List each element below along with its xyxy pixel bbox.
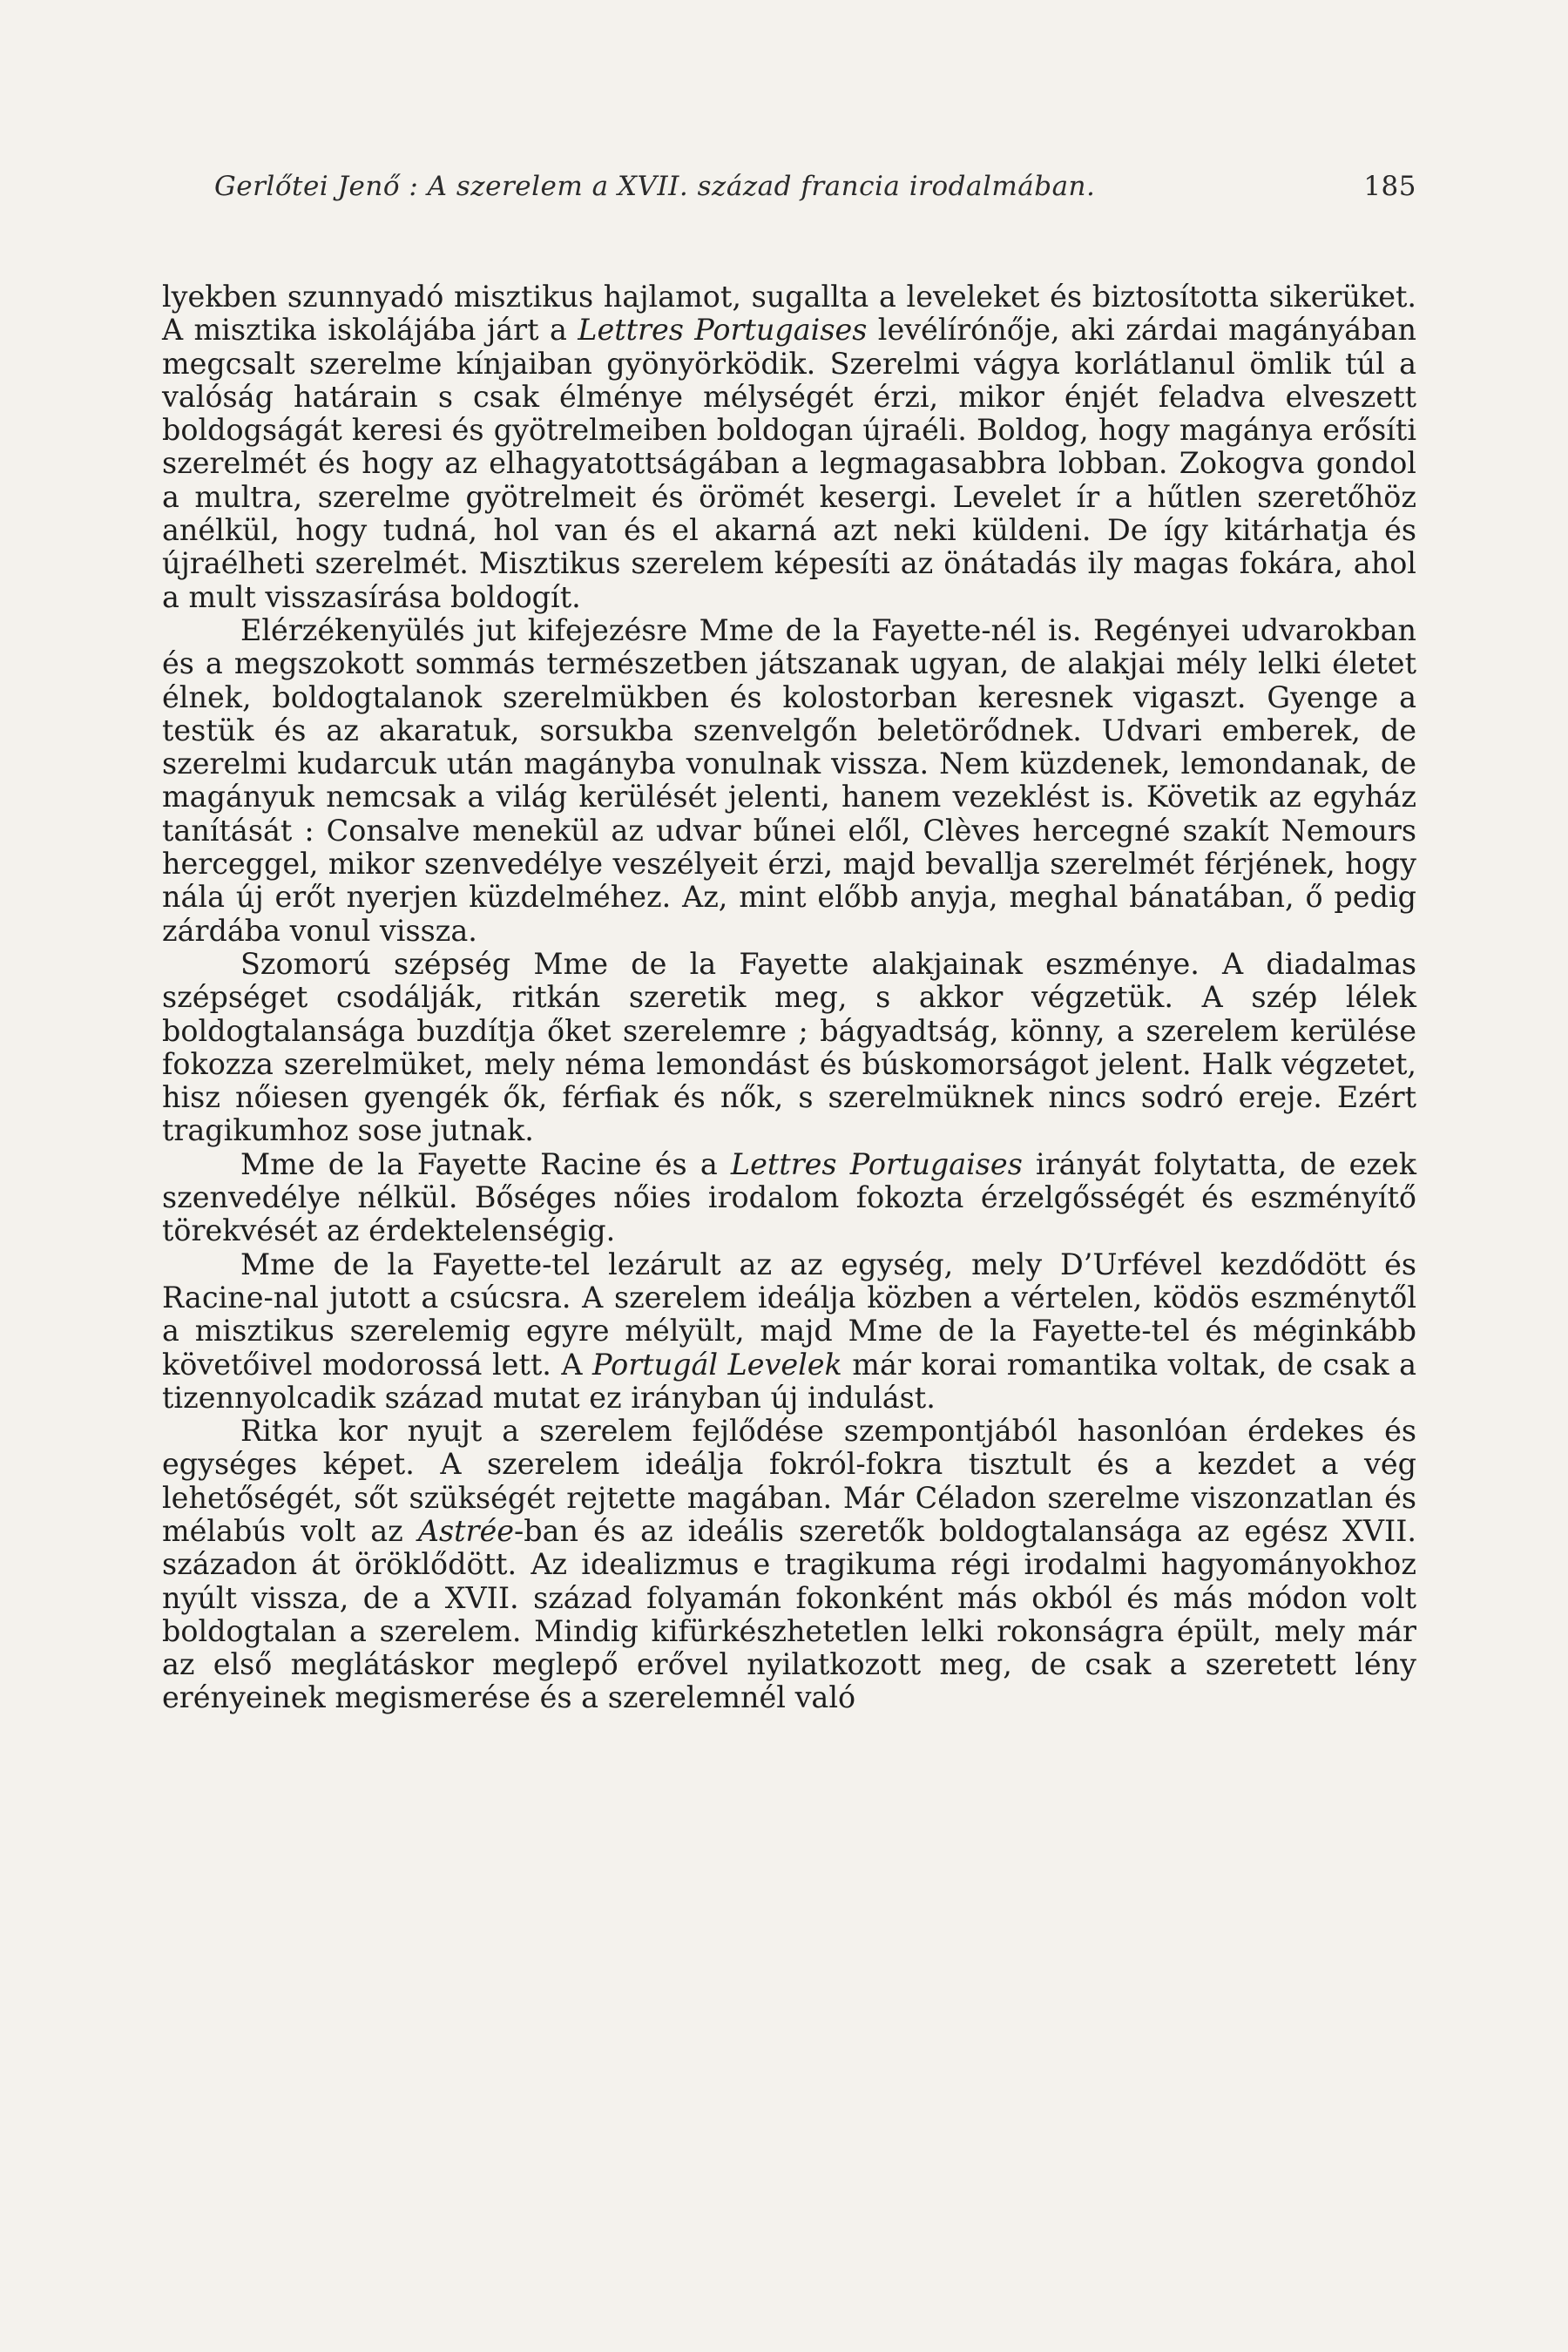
paragraph-1-text-b: levélírónője, aki zárdai magányában megcsalt szerelme kínjaiban gyönyörködik. Szerelmi vágya korlátlanul ömlik túl a valóság határain s csak élménye mélységét érzi, mikor énjét feladva elveszett boldogságát keresi és gyötrelmeiben boldogan újraéli. Boldog, hogy magánya erősíti szerelmét és hogy az elhagyatottságában a legmagasabbra lobban. Zokogva gondol a multra, szerelme gyötrelmeit és örömét kesergi. Levelet ír a hűtlen szeretőhöz anélkül, hogy tudná, hol van és el akarná azt neki küldeni. De így kitárhatja és újraélheti szerelmét. Misztikus szerelem képesíti az önátadás ily magas fokára, ahol a mult visszasírása boldogít.	[162, 313, 1416, 614]
paragraph-6	[162, 1415, 1416, 1715]
page-header	[162, 171, 1416, 214]
running-title: Gerlőtei Jenő : A szerelem a XVII. század francia irodalmában.	[214, 171, 1096, 202]
page-number: 185	[1363, 171, 1416, 202]
paragraph-1	[162, 280, 1416, 614]
paragraph-5-text-a: Mme de la Fayette-tel lezárult az az egység, mely D’Urfével kezdődött és Racine-nal jutott a csúcsra. A szerelem ideálja közben a vértelen, ködös eszménytől a misztikus szerelemig egyre mélyült, majd Mme de la Fayette-tel és méginkább követőivel modorossá lett. A	[162, 1247, 1416, 1382]
paragraph-4	[162, 1148, 1416, 1248]
paragraph-6-italic-title: Astrée	[417, 1513, 514, 1548]
paragraph-6-text-a: Ritka kor nyujt a szerelem fejlődése szempontjából hasonlóan érdekes és egységes képet. A szerelem ideálja fokról-fokra tisztult és a kezdet a vég lehetőségét, sőt szükségét rejtette magában. Már Céladon szerelme viszonzatlan és mélabús volt az	[162, 1414, 1416, 1548]
body-text	[162, 280, 1416, 1715]
paragraph-5	[162, 1248, 1416, 1415]
paragraph-3: Szomorú szépség Mme de la Fayette alakjainak eszménye. A diadalmas szépséget csodálják, ritkán szeretik meg, s akkor végzetük. A szép lélek boldogtalansága buzdítja őket szerelemre ; bágyadtság, könny, a szerelem kerülése fokozza szerelmüket, mely néma lemondást és búskomorságot jelent. Halk végzetet, hisz nőiesen gyengék ők, férfiak és nők, s szerelmüknek nincs sodró ereje. Ezért tragikumhoz sose jutnak.	[162, 946, 1416, 1148]
paragraph-4-text-b: irányát folytatta, de ezek szenvedélye nélkül. Bőséges nőies irodalom fokozta érzelgősségét és eszményítő törekvését az érdektelenségig.	[162, 1146, 1416, 1248]
paragraph-6-text-b: -ban és az ideális szeretők boldogtalansága az egész XVII. századon át öröklődött. Az idealizmus e tragikuma régi irodalmi hagyományokhoz nyúlt vissza, de a XVII. század folyamán fokonként más okból és más módon volt boldogtalan a szerelem. Mindig kifürkészhetetlen lelki rokonságra épült, mely már az első meglátáskor meglepő erővel nyilatkozott meg, de csak a szeretett lény erényeinek megismerése és a szerelemnél való	[162, 1513, 1416, 1715]
paragraph-5-text-b: már korai romantika voltak, de csak a tizennyolcadik század mutat ez irányban új indulást.	[162, 1347, 1416, 1415]
paragraph-2: Elérzékenyülés jut kifejezésre Mme de la Fayette-nél is. Regényei udvarokban és a megszokott sommás természetben játszanak ugyan, de alakjai mély lelki életet élnek, boldogtalanok szerelmükben és kolostorban keresnek vigaszt. Gyenge a testük és az akaratuk, sorsukba szenvelgőn beletörődnek. Udvari emberek, de szerelmi kudarcuk után magányba vonulnak vissza. Nem küzdenek, lemondanak, de magányuk nemcsak a világ kerülését jelenti, hanem vezeklést is. Követik az egyház tanítását : Consalve menekül az udvar bűnei elől, Clèves hercegné szakít Nemours herceggel, mikor szenvedélye veszélyeit érzi, majd bevallja szerelmét férjének, hogy nála új erőt nyerjen küzdelméhez. Az, mint előbb anyja, meghal bánatában, ő pedig zárdába vonul vissza.	[162, 612, 1416, 948]
paragraph-4-text-a: Mme de la Fayette Racine és a	[240, 1146, 731, 1181]
paragraph-4-italic-title: Lettres Portugaises	[730, 1146, 1023, 1181]
paragraph-5-italic-title: Portugál Levelek	[591, 1347, 842, 1382]
paragraph-1-text-a: lyekben szunnyadó misztikus hajlamot, sugallta a leveleket és biztosította sikerüket. A misztika iskolájába járt a	[162, 280, 1416, 348]
paragraph-1-italic-title: Lettres Portugaises	[578, 313, 868, 348]
